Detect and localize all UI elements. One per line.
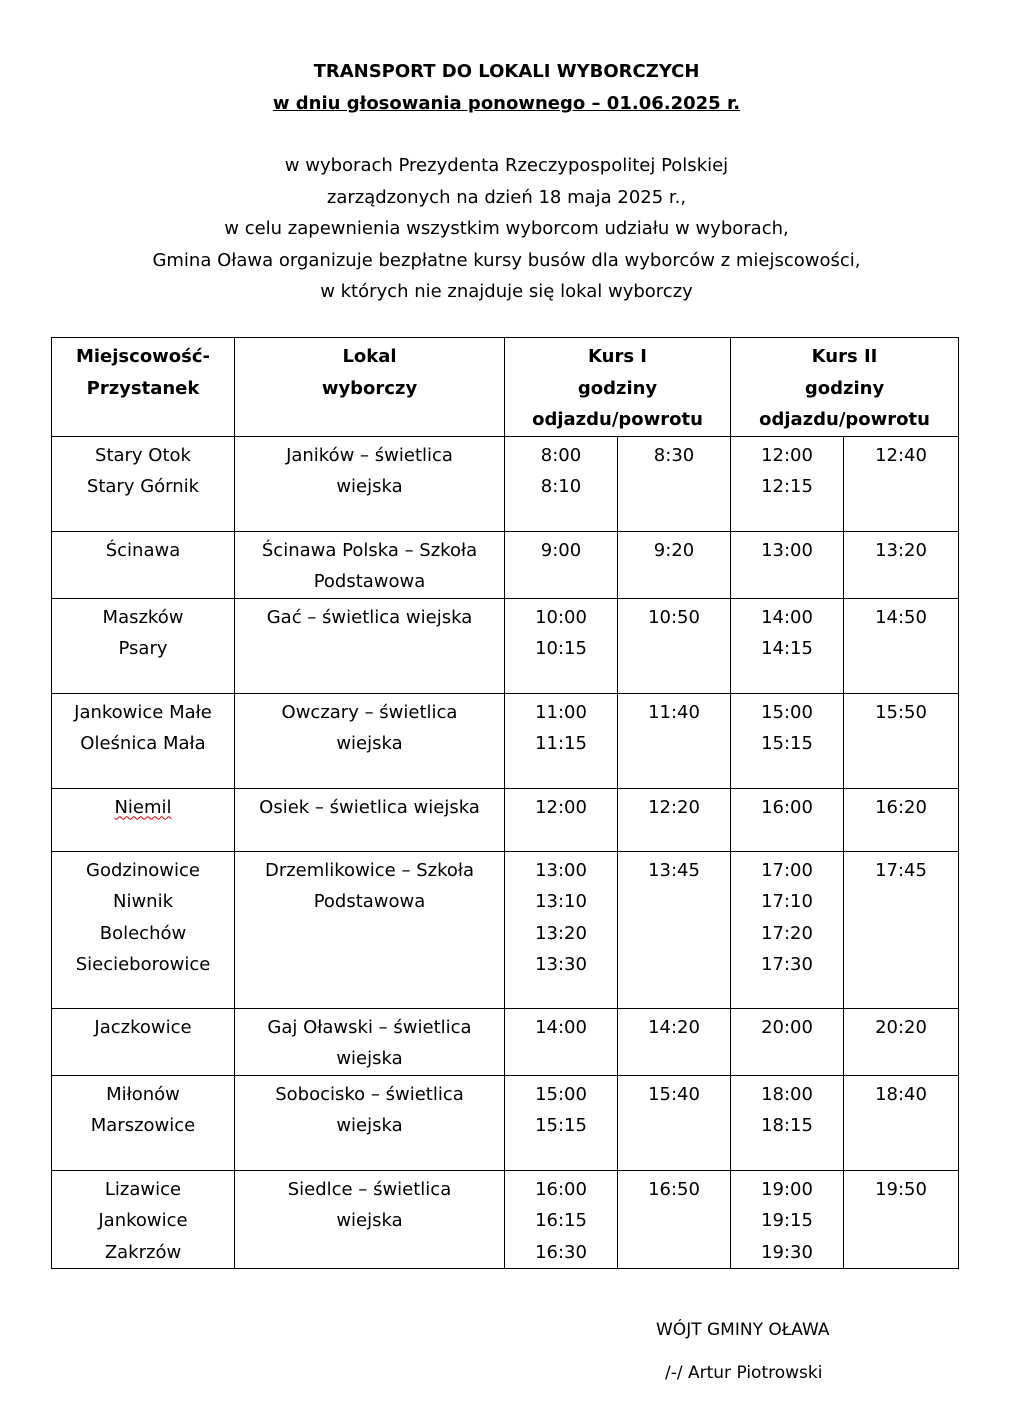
cell-k1-departure-line: 10:15 xyxy=(535,638,587,659)
table-row xyxy=(52,1075,959,1170)
cell-k1-departure-line: 16:30 xyxy=(535,1241,587,1263)
header-place: Miejscowość- Przystanek xyxy=(52,338,235,437)
cell-k1-return xyxy=(618,1170,731,1269)
table-row xyxy=(52,531,959,598)
cell-k1-departure-line: 12:00 xyxy=(535,796,587,818)
cell-k2-return xyxy=(844,693,959,788)
cell-k2-departure xyxy=(731,851,844,1008)
cell-place-line: Miłonów xyxy=(106,1083,180,1105)
cell-venue xyxy=(235,1075,505,1170)
cell-k2-departure-line: 17:20 xyxy=(761,922,813,944)
cell-place xyxy=(52,1170,235,1269)
cell-k1-departure xyxy=(505,436,618,531)
cell-k1-departure xyxy=(505,1170,618,1269)
cell-k2-departure-line: 17:30 xyxy=(761,954,813,975)
table-row xyxy=(52,693,959,788)
cell-k2-departure-line: 20:00 xyxy=(761,1016,813,1038)
cell-k2-return-line: 14:50 xyxy=(875,606,927,628)
cell-k2-departure xyxy=(731,1008,844,1075)
cell-place xyxy=(52,1075,235,1170)
cell-venue xyxy=(235,436,505,531)
cell-place-line: Psary xyxy=(118,638,168,659)
cell-venue-line: wiejska xyxy=(336,476,403,497)
cell-venue-line: Owczary – świetlica xyxy=(281,701,458,723)
cell-k1-return xyxy=(618,598,731,693)
cell-k1-departure xyxy=(505,598,618,693)
table-body xyxy=(52,436,959,1269)
signature-title: WÓJT GMINY OŁAWA xyxy=(656,1320,830,1340)
cell-k2-return-line: 16:20 xyxy=(875,796,927,818)
cell-k1-departure-line: 15:15 xyxy=(535,1115,587,1136)
table-header-row xyxy=(52,338,959,437)
table-row xyxy=(52,598,959,693)
cell-place-line: Siecieborowice xyxy=(75,954,211,975)
cell-k1-return-line: 13:45 xyxy=(648,859,700,881)
cell-k2-departure-line: 18:15 xyxy=(761,1115,813,1136)
cell-k1-departure-line: 14:00 xyxy=(535,1016,587,1038)
table-row xyxy=(52,851,959,1008)
cell-venue-line: Podstawowa xyxy=(313,571,426,592)
cell-place xyxy=(52,598,235,693)
cell-place xyxy=(52,436,235,531)
cell-k1-return xyxy=(618,436,731,531)
cell-k2-departure-line: 19:15 xyxy=(761,1210,813,1231)
cell-venue xyxy=(235,788,505,851)
cell-k1-return-line: 12:20 xyxy=(648,796,700,818)
cell-venue-line: Gać – świetlica wiejska xyxy=(266,606,473,628)
cell-k1-departure xyxy=(505,788,618,851)
cell-k1-return-line: 15:40 xyxy=(648,1083,700,1105)
cell-place-line: Zakrzów xyxy=(104,1241,182,1263)
cell-place-line: Niwnik xyxy=(112,891,174,912)
cell-k1-return xyxy=(618,1075,731,1170)
table-row xyxy=(52,1008,959,1075)
cell-k1-departure-line: 13:00 xyxy=(535,859,587,881)
cell-k1-departure-line: 16:15 xyxy=(535,1210,587,1231)
cell-venue-line: wiejska xyxy=(336,1210,403,1231)
cell-k2-departure-line: 14:15 xyxy=(761,638,813,659)
cell-place xyxy=(52,693,235,788)
table-row xyxy=(52,1170,959,1269)
cell-venue xyxy=(235,531,505,598)
cell-place-line: Stary Górnik xyxy=(86,476,200,497)
intro-line: w celu zapewnienia wszystkim wyborcom udziału w wyborach, xyxy=(224,218,789,239)
cell-venue-line: wiejska xyxy=(336,1048,403,1069)
cell-venue xyxy=(235,598,505,693)
cell-k1-return xyxy=(618,788,731,851)
cell-k2-departure-line: 16:00 xyxy=(761,796,813,818)
cell-k1-return xyxy=(618,1008,731,1075)
cell-k2-departure-line: 14:00 xyxy=(761,606,813,628)
document-subtitle: w dniu głosowania ponownego – 01.06.2025 r. xyxy=(272,93,741,114)
cell-k1-departure-line: 13:10 xyxy=(535,891,587,912)
cell-k2-departure xyxy=(731,1075,844,1170)
cell-k1-return xyxy=(618,693,731,788)
cell-k2-return-line: 19:50 xyxy=(875,1178,927,1200)
cell-k2-return-line: 13:20 xyxy=(875,539,927,561)
cell-venue-line: wiejska xyxy=(336,733,403,754)
cell-venue xyxy=(235,693,505,788)
cell-place-line: Marszowice xyxy=(90,1115,196,1136)
table-row xyxy=(52,436,959,531)
cell-place-line: Niemil xyxy=(114,796,172,818)
cell-k2-departure-line: 15:15 xyxy=(761,733,813,754)
cell-k2-departure xyxy=(731,598,844,693)
cell-k1-departure-line: 11:00 xyxy=(535,701,587,723)
cell-place-line: Bolechów xyxy=(99,922,187,944)
cell-k1-departure-line: 16:00 xyxy=(535,1178,587,1200)
cell-k2-departure-line: 17:10 xyxy=(761,891,813,912)
cell-k2-departure-line: 15:00 xyxy=(761,701,813,723)
cell-place-line: Jankowice xyxy=(98,1210,188,1231)
cell-k1-return-line: 16:50 xyxy=(648,1178,700,1200)
cell-k1-departure-line: 11:15 xyxy=(535,733,587,754)
cell-k2-departure xyxy=(731,693,844,788)
cell-k2-return xyxy=(844,531,959,598)
cell-k1-departure xyxy=(505,1075,618,1170)
cell-place-line: Jankowice Małe xyxy=(74,701,212,723)
cell-k1-return xyxy=(618,851,731,1008)
cell-k2-return xyxy=(844,1075,959,1170)
cell-place-line: Ścinawa xyxy=(105,539,181,561)
cell-place-line: Maszków xyxy=(102,606,184,628)
cell-venue xyxy=(235,1170,505,1269)
cell-venue-line: Siedlce – świetlica xyxy=(287,1178,452,1200)
cell-venue-line: Drzemlikowice – Szkoła xyxy=(264,859,475,881)
cell-k1-departure-line: 10:00 xyxy=(535,606,587,628)
cell-k2-departure-line: 19:30 xyxy=(761,1241,813,1263)
cell-place xyxy=(52,788,235,851)
cell-venue-line: Osiek – świetlica wiejska xyxy=(259,796,480,818)
cell-k2-return xyxy=(844,598,959,693)
cell-k2-departure-line: 17:00 xyxy=(761,859,813,881)
cell-k1-departure xyxy=(505,851,618,1008)
cell-k2-return-line: 12:40 xyxy=(875,444,927,466)
cell-venue-line: Ścinawa Polska – Szkoła xyxy=(261,539,478,561)
cell-k2-departure-line: 13:00 xyxy=(761,539,813,561)
table-row xyxy=(52,788,959,851)
cell-k1-departure xyxy=(505,1008,618,1075)
header-course-1: Kurs I godziny odjazdu/powrotu xyxy=(505,338,731,437)
cell-k2-return xyxy=(844,1008,959,1075)
cell-k1-return-line: 9:20 xyxy=(653,539,695,561)
cell-k2-departure-line: 18:00 xyxy=(761,1083,813,1105)
cell-k1-return-line: 14:20 xyxy=(648,1016,700,1038)
cell-k2-return xyxy=(844,1170,959,1269)
cell-venue-line: wiejska xyxy=(336,1115,403,1136)
cell-k1-return xyxy=(618,531,731,598)
cell-k2-return-line: 20:20 xyxy=(875,1016,927,1038)
cell-k1-departure xyxy=(505,693,618,788)
cell-k1-departure-line: 9:00 xyxy=(540,539,582,561)
cell-k2-departure-line: 12:00 xyxy=(761,444,813,466)
cell-k1-departure-line: 13:30 xyxy=(535,954,587,975)
cell-k1-departure-line: 15:00 xyxy=(535,1083,587,1105)
cell-place xyxy=(52,531,235,598)
cell-k2-departure xyxy=(731,788,844,851)
cell-place-line: Jaczkowice xyxy=(94,1016,192,1038)
header-venue: Lokal wyborczy xyxy=(235,338,505,437)
cell-k2-departure xyxy=(731,1170,844,1269)
cell-venue xyxy=(235,851,505,1008)
cell-k1-return-line: 8:30 xyxy=(653,444,695,466)
cell-venue-line: Podstawowa xyxy=(313,891,426,912)
intro-line: Gmina Oława organizuje bezpłatne kursy busów dla wyborców z miejscowości, xyxy=(152,249,861,271)
cell-k1-return-line: 11:40 xyxy=(648,701,700,723)
cell-venue-line: Gaj Oławski – świetlica xyxy=(267,1016,472,1038)
cell-k2-departure-line: 12:15 xyxy=(761,476,813,497)
bus-schedule-table xyxy=(51,337,959,1269)
cell-venue-line: Sobocisko – świetlica xyxy=(275,1083,464,1105)
cell-k2-departure xyxy=(731,436,844,531)
cell-place xyxy=(52,851,235,1008)
cell-k1-departure-line: 13:20 xyxy=(535,922,587,944)
cell-place xyxy=(52,1008,235,1075)
cell-venue xyxy=(235,1008,505,1075)
intro-line: w wyborach Prezydenta Rzeczypospolitej Polskiej xyxy=(284,155,729,176)
cell-k2-return xyxy=(844,851,959,1008)
cell-k2-return xyxy=(844,436,959,531)
cell-k2-departure-line: 19:00 xyxy=(761,1178,813,1200)
cell-k1-departure-line: 8:00 xyxy=(540,444,582,466)
cell-k1-departure-line: 8:10 xyxy=(540,476,582,497)
cell-venue-line: Janików – świetlica xyxy=(286,444,453,466)
header-course-2: Kurs II godziny odjazdu/powrotu xyxy=(731,338,959,437)
cell-place-line: Stary Otok xyxy=(95,444,191,466)
cell-place-line: Godzinowice xyxy=(86,859,200,881)
intro-line: zarządzonych na dzień 18 maja 2025 r., xyxy=(326,186,687,208)
cell-k2-return-line: 15:50 xyxy=(875,701,927,723)
cell-k1-departure xyxy=(505,531,618,598)
intro-line: w których nie znajduje się lokal wyborczy xyxy=(320,281,693,302)
signature-name: /-/ Artur Piotrowski xyxy=(665,1363,823,1383)
intro-paragraph xyxy=(0,150,1013,308)
cell-k2-departure xyxy=(731,531,844,598)
cell-place-line: Lizawice xyxy=(104,1178,182,1200)
cell-k1-return-line: 10:50 xyxy=(648,606,700,628)
cell-k2-return-line: 17:45 xyxy=(875,859,927,881)
cell-place-line: Oleśnica Mała xyxy=(80,733,206,754)
document-title: TRANSPORT DO LOKALI WYBORCZYCH xyxy=(313,61,700,82)
cell-k2-return xyxy=(844,788,959,851)
cell-k2-return-line: 18:40 xyxy=(875,1083,927,1105)
